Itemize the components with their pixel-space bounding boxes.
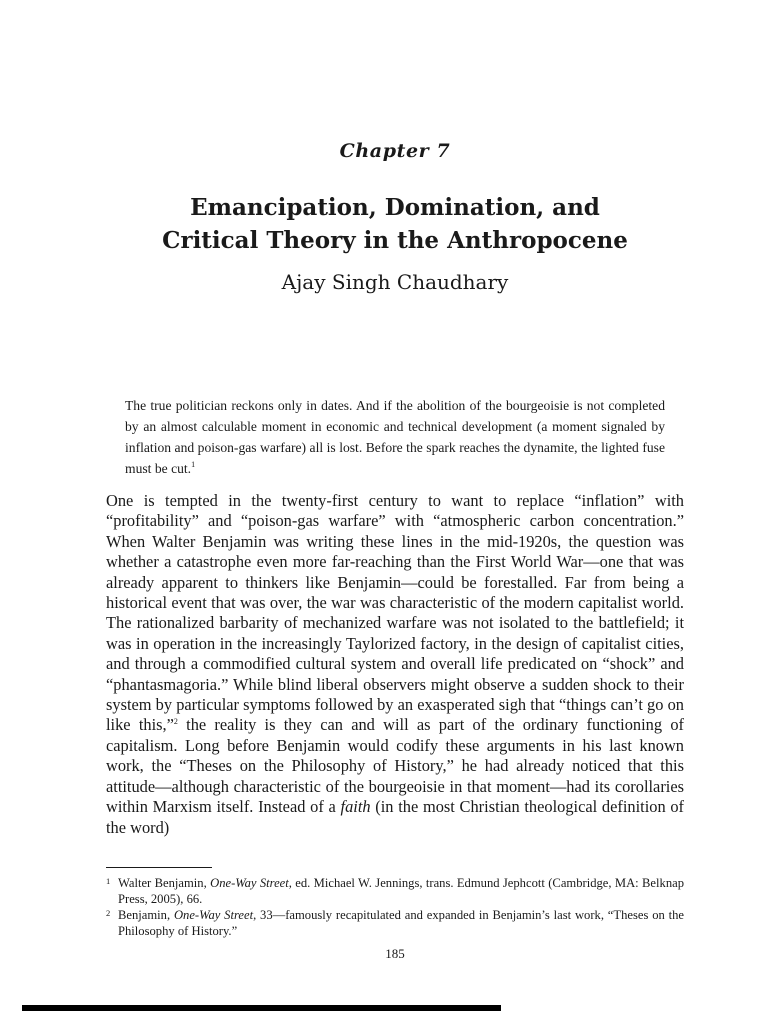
footnote-text-before: Benjamin, xyxy=(118,908,174,922)
chapter-title-line-2: Critical Theory in the Anthropocene xyxy=(162,227,628,254)
footnote-number: 1 xyxy=(106,876,111,886)
footnote-text-before: Walter Benjamin, xyxy=(118,876,211,890)
footnote-text-after: , ed. Michael W. Jennings, trans. Edmund Jephcott (Cambridge, MA: Belknap Press, 2005), 66. xyxy=(118,876,684,906)
body-text-part-1: One is tempted in the twenty-first century to want to replace “inflation” with “profitability” and “poison-gas warfare” with “atmospheric carbon concentration.” When Walter Benjamin was writing these lines in the mid-1920s, the question was whether a catastrophe even more far-reaching than the First World War—one that was already apparent to thinkers like Benjamin—could be forestalled. Far from being a historical event that was over, the war was characteristic of the modern capitalist world. The rationalized barbarity of mechanized warfare was not isolated to the battlefield; it was in operation in the increasingly Taylorized factory, in the design of capitalist cities, and through a commodified cultural system and overall life predicated on “shock” and “phantasmagoria.” While blind liberal observers might observe a sudden shock to their system by particular symptoms followed by an exasperated sigh that “things can’t go on like this,” xyxy=(106,491,684,735)
footnote-ref-1[interactable]: 1 xyxy=(191,460,196,469)
epigraph xyxy=(125,395,665,479)
footnote-divider xyxy=(106,867,212,868)
chapter-title-line-1: Emancipation, Domination, and xyxy=(190,194,600,221)
footnote-number: 2 xyxy=(106,908,111,918)
footnote-book-title: One-Way Street xyxy=(173,908,254,922)
epigraph-paragraph xyxy=(125,395,665,479)
footnote-1 xyxy=(106,875,684,907)
body-text xyxy=(106,491,684,838)
author-name: Ajay Singh Chaudhary xyxy=(281,270,509,294)
body-emphasis: faith xyxy=(340,797,371,817)
footnote-text-after: , 33—famously recapitulated and expanded in Benjamin’s last work, “Theses on the Philosophy of History.” xyxy=(118,908,684,938)
chapter-label: Chapter 7 xyxy=(339,140,451,162)
scan-edge-bar xyxy=(22,1005,501,1011)
chapter-title xyxy=(0,191,768,257)
footnote-book-title: One-Way Street xyxy=(210,876,289,890)
footnotes xyxy=(106,875,684,939)
footnote-ref-2[interactable]: 2 xyxy=(173,717,178,727)
footnote-2 xyxy=(106,907,684,939)
body-text-part-3: (in the most Christian theological definition of the word) xyxy=(106,797,685,837)
epigraph-text: The true politician reckons only in dates. And if the abolition of the bourgeoisie is not completed by an almost calculable moment in economic and technical development (a moment signaled by inflation and poison-gas warfare) all is lost. Before the spark reaches the dynamite, the lighted fuse must be cut. xyxy=(125,398,665,476)
body-paragraph xyxy=(106,491,684,838)
page-number: 185 xyxy=(385,946,405,961)
body-text-part-2: the reality is they can and will as part of the ordinary functioning of capitalism. Long before Benjamin would codify these arguments in his last known work, the “Theses on the Philosophy of History,” he had already noticed that this attitude—although characteristic of the bourgeoisie in that moment—had its corollaries within Marxism itself. Instead of a xyxy=(106,715,684,817)
